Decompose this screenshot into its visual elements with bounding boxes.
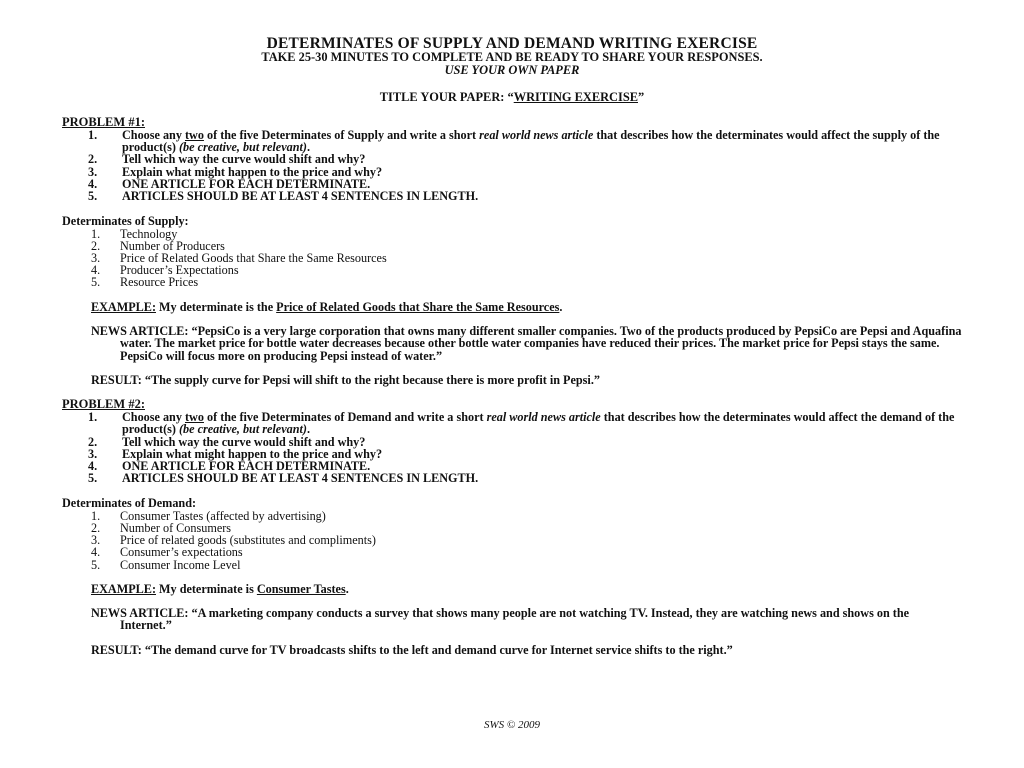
title-suffix: ”: [638, 90, 645, 104]
problem1-requirements: [62, 129, 962, 202]
supply-determinate-5-num: 5.: [91, 275, 101, 290]
problem2-result: [62, 644, 962, 656]
demand-determinates-heading: Determinates of Demand:: [62, 496, 197, 511]
supply-determinate-4-text: Producer’s Expectations: [120, 263, 239, 278]
problem2-req1-e: that describes how the determinates would affect the demand of the product(s): [122, 410, 955, 437]
problem1-news-article: [62, 325, 962, 362]
problem1-req1-g: .: [306, 140, 310, 155]
problem2-requirement-4-text: ONE ARTICLE FOR EACH DETERMINATE.: [122, 458, 371, 473]
problem1-requirement-1: [62, 129, 962, 153]
problem1-news-label: NEWS ARTICLE:: [91, 323, 192, 338]
problem1-result-label: RESULT:: [91, 372, 145, 387]
problem2-requirement-5-num: 5.: [88, 471, 98, 486]
problem2-requirement-3-text: Explain what might happen to the price and why?: [122, 446, 383, 461]
problem1-requirement-3-text: Explain what might happen to the price and why?: [122, 164, 383, 179]
supply-determinate-3-num: 3.: [91, 251, 101, 266]
problem1-requirement-3-num: 3.: [88, 164, 98, 179]
problem1-requirement-2-text: Tell which way the curve would shift and why?: [122, 152, 366, 167]
problem2-requirement-3-num: 3.: [88, 446, 98, 461]
problem2-example-value: Consumer Tastes: [256, 581, 346, 596]
problem1-example-value: Price of Related Goods that Share the Same Resources: [276, 299, 560, 314]
problem1-example-text: My determinate is the: [156, 299, 277, 314]
page-footer: SWS © 2009: [483, 719, 541, 731]
problem1-requirement-4-text: ONE ARTICLE FOR EACH DETERMINATE.: [122, 176, 371, 191]
problem2-requirement-2-num: 2.: [88, 434, 98, 449]
problem2-req1-c: of the five Determinates of Demand and write a short: [203, 410, 487, 425]
problem2-req1-a: Choose any: [122, 410, 185, 425]
demand-determinate-5-num: 5.: [91, 557, 101, 572]
problem2-requirement-5: [62, 472, 962, 484]
demand-determinate-1-num: 1.: [91, 508, 101, 523]
problem1-example: [62, 301, 962, 313]
problem2-news-text: “A marketing company conducts a survey that shows many people are not watching TV. Instead, they are watching news and shows on the Internet.”: [120, 606, 910, 633]
problem1-req1-b: two: [184, 128, 204, 142]
problem1-requirement-5: [62, 190, 962, 202]
problem2-req1-d: real world news article: [486, 410, 601, 425]
problem2-req1-g: .: [306, 422, 310, 437]
problem1-heading: PROBLEM #1:: [62, 115, 145, 129]
problem2-result-label: RESULT:: [91, 642, 145, 657]
problem2-heading: PROBLEM #2:: [62, 397, 145, 412]
problem1-req1-f: (be creative, but relevant): [179, 140, 307, 155]
problem1-requirement-4-num: 4.: [88, 176, 98, 191]
demand-determinate-4-text: Consumer’s expectations: [120, 545, 243, 560]
demand-determinate-5: [62, 559, 962, 571]
problem2-requirement-2-text: Tell which way the curve would shift and why?: [122, 434, 366, 449]
problem1-req1-d: real world news article: [479, 128, 594, 142]
problem2-requirement-5-text: ARTICLES SHOULD BE AT LEAST 4 SENTENCES IN LENGTH.: [122, 471, 479, 486]
problem1-example-label: EXAMPLE:: [91, 299, 156, 314]
demand-determinate-4-num: 4.: [91, 545, 101, 560]
problem2-news-label: NEWS ARTICLE:: [91, 606, 192, 621]
problem1-requirement-1-num: 1.: [88, 128, 98, 142]
problem2-requirements: [62, 411, 962, 484]
supply-determinates-list: [62, 228, 962, 289]
title-value: WRITING EXERCISE: [513, 90, 638, 104]
problem2-requirement-1-num: 1.: [88, 410, 98, 425]
demand-determinate-2-num: 2.: [91, 520, 101, 535]
problem1-requirement-5-text: ARTICLES SHOULD BE AT LEAST 4 SENTENCES IN LENGTH.: [122, 189, 479, 204]
demand-determinate-2-text: Number of Consumers: [120, 520, 232, 535]
demand-determinate-3-num: 3.: [91, 533, 101, 548]
problem1-news-text: “PepsiCo is a very large corporation that owns many different smaller companies. Two of the products produced by PepsiCo are Pepsi and Aquafina water. The market price for bottle water decreases because other bottle water companies have reduced their prices. The market price for Pepsi stays the same. PepsiCo will focus more on producing Pepsi instead of water.”: [120, 323, 962, 363]
title-prefix: TITLE YOUR PAPER: “: [379, 90, 514, 104]
problem2-req1-f: (be creative, but relevant): [179, 422, 307, 437]
problem2-example-text: My determinate is: [156, 581, 257, 596]
document-note: USE YOUR OWN PAPER: [444, 63, 580, 77]
demand-determinates-list: [62, 510, 962, 571]
supply-determinate-3-text: Price of Related Goods that Share the Same Resources: [120, 251, 387, 266]
problem1-requirement-2-num: 2.: [88, 152, 98, 167]
supply-determinate-4-num: 4.: [91, 263, 101, 278]
supply-determinate-1-num: 1.: [91, 226, 101, 241]
supply-determinate-1-text: Technology: [120, 226, 178, 241]
supply-determinate-5-text: Resource Prices: [120, 275, 199, 290]
demand-determinate-1-text: Consumer Tastes (affected by advertising): [120, 508, 326, 523]
problem2-example: [62, 583, 962, 595]
problem1-req1-a: Choose any: [122, 128, 185, 142]
problem1-req1-e: that describes how the determinates would affect the supply of the product(s): [122, 128, 940, 155]
document-subtitle: TAKE 25-30 MINUTES TO COMPLETE AND BE READY TO SHARE YOUR RESPONSES.: [261, 50, 763, 64]
title-instruction: [62, 91, 962, 104]
supply-determinate-2-num: 2.: [91, 238, 101, 253]
supply-determinates-heading: Determinates of Supply:: [62, 214, 189, 229]
problem2-requirement-1: [62, 411, 962, 435]
problem2-example-end: .: [345, 581, 349, 596]
problem2-req1-b: two: [184, 410, 204, 425]
problem2-news-article: [62, 607, 962, 632]
problem1-req1-c: of the five Determinates of Supply and write a short: [203, 128, 480, 142]
problem1-result: [62, 374, 962, 386]
supply-determinate-2-text: Number of Producers: [120, 238, 225, 253]
demand-determinate-3-text: Price of related goods (substitutes and compliments): [120, 533, 376, 548]
supply-determinate-5: [62, 276, 962, 288]
problem1-example-end: .: [559, 299, 563, 314]
problem2-result-text: “The demand curve for TV broadcasts shifts to the left and demand curve for Internet service shifts to the right.”: [144, 642, 733, 657]
document-title: DETERMINATES OF SUPPLY AND DEMAND WRITING EXERCISE: [266, 35, 758, 52]
problem1-result-text: “The supply curve for Pepsi will shift to the right because there is more profit in Pepsi.”: [144, 372, 600, 387]
problem2-example-label: EXAMPLE:: [91, 581, 156, 596]
problem1-requirement-5-num: 5.: [88, 189, 98, 204]
problem2-requirement-4-num: 4.: [88, 458, 98, 473]
demand-determinate-5-text: Consumer Income Level: [120, 557, 241, 572]
